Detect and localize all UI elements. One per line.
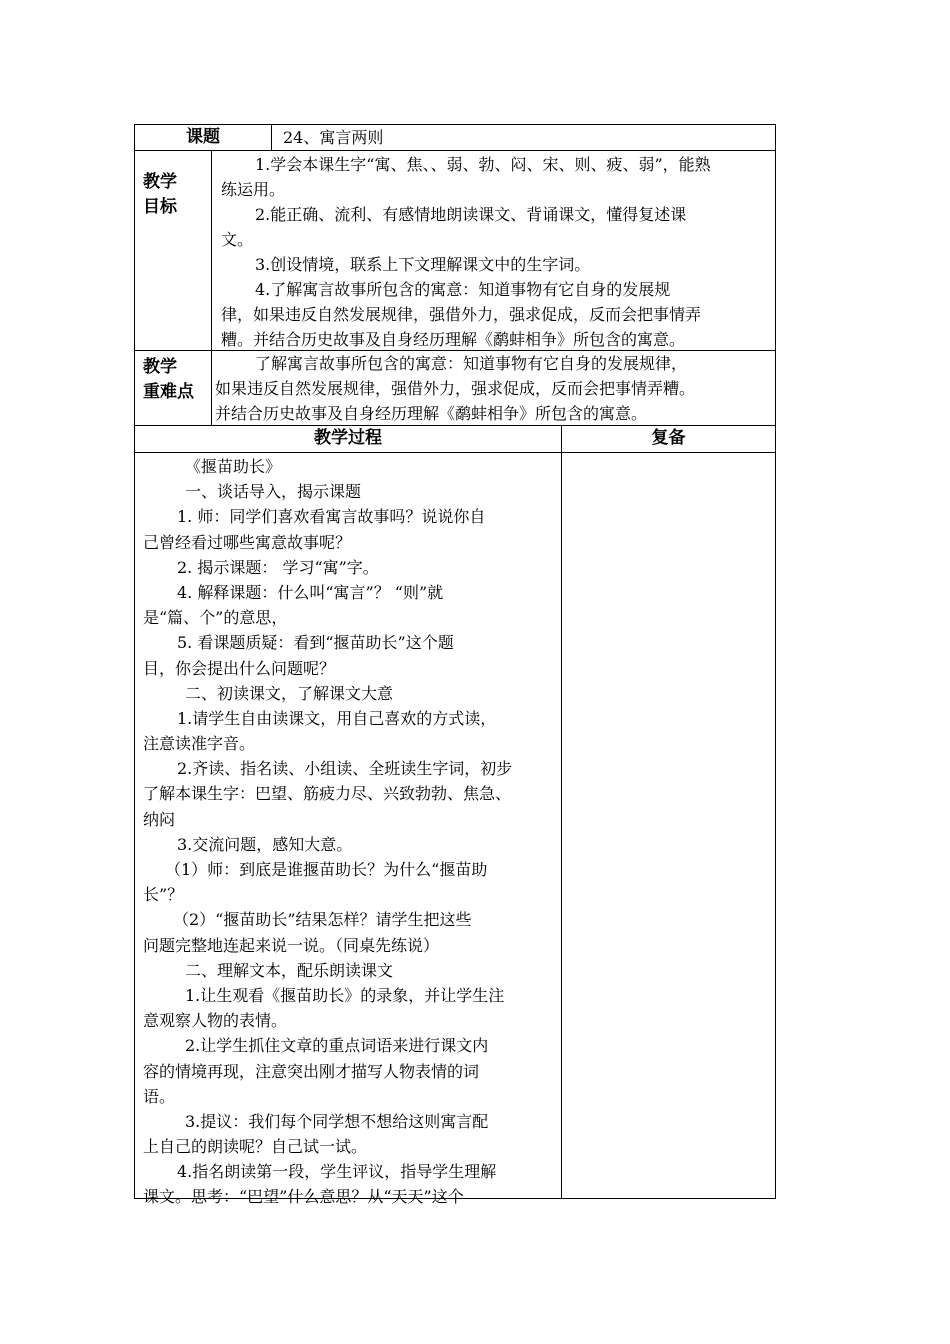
process-line: 1. 师：同学们喜欢看寓言故事吗？说说你自 — [177, 507, 486, 527]
process-column-header-text: 教学过程 — [314, 428, 382, 448]
lesson-plan-table — [134, 124, 776, 1207]
goals-label-line: 目标 — [143, 197, 177, 217]
process-line: 是“篇、个”的意思， — [143, 608, 288, 628]
process-line: 2. 揭示课题： 学习“寓”字。 — [177, 557, 379, 577]
process-line: 1.请学生自由读课文，用自己喜欢的方式读， — [177, 708, 497, 728]
process-line: 一、谈话导入，揭示课题 — [185, 482, 362, 502]
process-line: 问题完整地连起来说一说。（同桌先练说） — [143, 935, 440, 955]
difficulties-content — [215, 351, 771, 426]
review-content — [562, 453, 775, 1198]
goals-label — [143, 171, 209, 221]
process-line: 目，你会提出什么问题呢？ — [143, 658, 336, 678]
process-line: （2）“揠苗助长”结果怎样？请学生把这些 — [173, 910, 472, 930]
process-line: 3.提议：我们每个同学想不想给这则寓言配 — [185, 1111, 489, 1131]
process-line: （1）师：到底是谁揠苗助长？为什么“揠苗助 — [165, 860, 488, 879]
difficulties-line: 并结合历史故事及自身经历理解《鹬蚌相争》所包含的寓意。 — [215, 404, 648, 423]
process-line: 5. 看课题质疑：看到“揠苗助长”这个题 — [177, 633, 454, 653]
process-line: 课文。思考：“巴望”什么意思？从“天天”这个 — [143, 1187, 464, 1207]
goals-line: 文。 — [221, 230, 254, 249]
goals-label-line: 教学 — [143, 172, 177, 192]
process-line: 《揠苗助长》 — [185, 457, 282, 476]
process-line: 注意读准字音。 — [143, 734, 256, 754]
column-divider — [271, 125, 272, 150]
process-line: 3.交流问题，感知大意。 — [177, 834, 353, 854]
process-line: 二、初读课文，了解课文大意 — [185, 683, 394, 703]
goals-line: 1.学会本课生字“寓、焦、、弱、勃、闷、宋、则、疲、弱”，能熟 — [255, 155, 711, 174]
goals-line: 律，如果违反自然发展规律，强借外力，强求促成，反而会把事情弄 — [221, 305, 702, 324]
process-line: 1.让生观看《揠苗助长》的录象，并让学生注 — [185, 985, 505, 1005]
review-column-header-text: 复备 — [651, 428, 686, 448]
process-line: 意观察人物的表情。 — [143, 1011, 288, 1031]
process-line: 了解本课生字：巴望、筋疲力尽、兴致勃勃、焦急、 — [143, 784, 512, 804]
topic-value-text: 24、寓言两则 — [283, 128, 384, 147]
goals-content — [221, 152, 771, 352]
difficulties-label-line: 重难点 — [143, 382, 194, 402]
process-line: 2.让学生抓住文章的重点词语来进行课文内 — [185, 1036, 489, 1056]
topic-value — [283, 126, 763, 150]
difficulties-line: 如果违反自然发展规律，强借外力，强求促成，反而会把事情弄糟。 — [215, 379, 696, 398]
process-line: 4. 解释课题：什么叫“寓言”？ “则”就 — [177, 582, 444, 602]
review-column-header — [562, 425, 775, 452]
process-line: 己曾经看过哪些寓意故事呢？ — [143, 532, 352, 552]
process-line: 上自己的朗读呢？自己试一试。 — [143, 1137, 368, 1157]
goals-line: 糟。并结合历史故事及自身经历理解《鹬蚌相争》所包含的寓意。 — [221, 330, 686, 349]
difficulties-label — [143, 355, 209, 405]
goals-line: 3.创设情境，联系上下文理解课文中的生字词。 — [255, 255, 591, 274]
goals-line: 2.能正确、流利、有感情地朗读课文、背诵课文，懂得复述课 — [255, 205, 687, 224]
goals-line: 4.了解寓言故事所包含的寓意：知道事物有它自身的发展规 — [255, 280, 671, 299]
topic-label — [135, 125, 271, 150]
process-line: 二、理解文本，配乐朗读课文 — [185, 960, 394, 980]
goals-line: 练运用。 — [221, 180, 286, 199]
row-divider — [135, 150, 775, 151]
difficulties-line: 了解寓言故事所包含的寓意：知道事物有它自身的发展规律， — [255, 354, 688, 373]
process-line: 长”？ — [143, 885, 184, 905]
column-divider — [211, 150, 212, 425]
difficulties-label-line: 教学 — [143, 357, 177, 377]
process-line: 语。 — [143, 1086, 176, 1106]
process-column-header — [135, 425, 561, 452]
process-line: 容的情境再现，注意突出刚才描写人物表情的词 — [143, 1061, 480, 1081]
process-line: 纳闷 — [143, 809, 176, 829]
process-line: 4.指名朗读第一段，学生评议，指导学生理解 — [177, 1162, 497, 1182]
process-line: 2.齐读、指名读、小组读、全班读生字词，初步 — [177, 759, 513, 779]
process-content — [143, 454, 559, 1210]
topic-label-text: 课题 — [186, 127, 220, 147]
